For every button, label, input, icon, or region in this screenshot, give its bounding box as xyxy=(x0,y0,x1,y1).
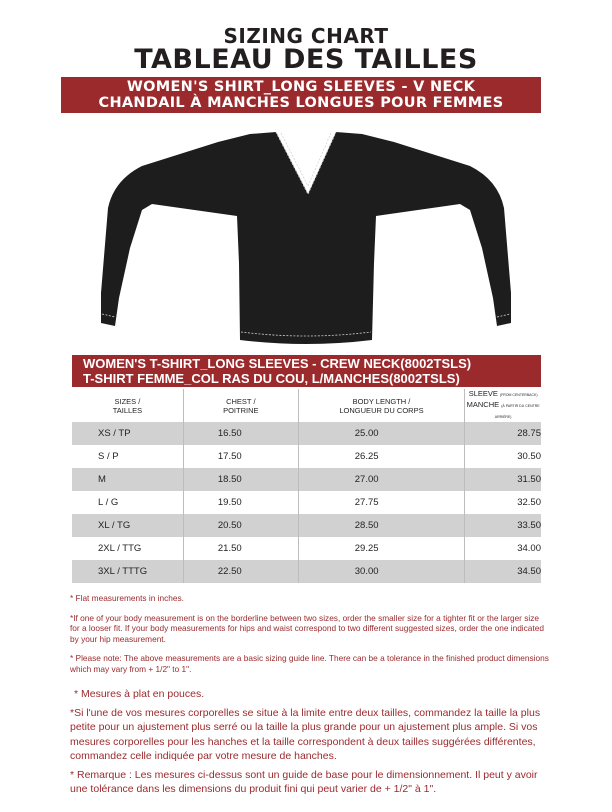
product-banner xyxy=(61,77,541,113)
product-banner-line-en: WOMEN'S SHIRT_LONG SLEEVES - V NECK xyxy=(126,79,476,95)
cell-sleeve: 32.50 xyxy=(465,491,541,514)
header-body-length: BODY LENGTH / LONGUEUR DU CORPS xyxy=(298,389,464,422)
cell-sleeve: 30.50 xyxy=(465,445,541,468)
cell-size: M xyxy=(72,468,183,491)
v-neck-long-sleeve-shirt-icon xyxy=(100,118,512,348)
table-row xyxy=(72,537,541,560)
cell-chest: 18.50 xyxy=(183,468,298,491)
table-row xyxy=(72,422,541,445)
cell-sleeve: 34.50 xyxy=(465,560,541,583)
table-row xyxy=(72,514,541,537)
cell-size: 2XL / TTG xyxy=(72,537,183,560)
cell-sleeve: 28.75 xyxy=(465,422,541,445)
cell-size: XS / TP xyxy=(72,422,183,445)
notes-french xyxy=(70,687,550,801)
product-banner-line-fr: CHANDAIL À MANCHES LONGUES POUR FEMMES xyxy=(98,95,504,111)
cell-sleeve: 33.50 xyxy=(465,514,541,537)
header-sizes: SIZES / TAILLES xyxy=(72,389,183,422)
cell-chest: 19.50 xyxy=(183,491,298,514)
notes-english xyxy=(70,593,550,683)
table-row xyxy=(72,445,541,468)
cell-size: S / P xyxy=(72,445,183,468)
chart-title-fr: TABLEAU DES TAILLES xyxy=(134,44,478,75)
size-table xyxy=(72,389,541,583)
note-borderline-sizes: *If one of your body measurement is on the borderline between two sizes, order the smaller size for a tighter fit or the larger size for a looser fit. If your body measurements for hips and waist correspond to two different suggested sizes, order the one indicated by your hip measurement. xyxy=(70,612,544,644)
cell-length: 27.00 xyxy=(298,468,464,491)
cell-length: 26.25 xyxy=(298,445,464,468)
cell-chest: 16.50 xyxy=(183,422,298,445)
cell-length: 25.00 xyxy=(298,422,464,445)
note-tolerance: * Please note: The above measurements are a basic sizing guide line. There can be a tolerance in the finished product dimensions which may vary from + 1/2" to 1". xyxy=(70,653,549,674)
cell-size: XL / TG xyxy=(72,514,183,537)
cell-sleeve: 31.50 xyxy=(465,468,541,491)
note-remarque-tolerance: * Remarque : Les mesures ci-dessus sont un guide de base pour le dimensionnement. Il peut y avoir une tolérance dans les dimensions du produit fini qui peut varier de + 1/2" à 1". xyxy=(70,768,538,795)
note-mesures-plat: * Mesures à plat en pouces. xyxy=(74,688,205,700)
cell-chest: 21.50 xyxy=(183,537,298,560)
cell-length: 28.50 xyxy=(298,514,464,537)
table-banner-line-en: WOMEN'S T-SHIRT_LONG SLEEVES - CREW NECK(8002TSLS) xyxy=(83,356,472,371)
cell-size: 3XL / TTTG xyxy=(72,560,183,583)
table-row xyxy=(72,491,541,514)
cell-length: 27.75 xyxy=(298,491,464,514)
cell-chest: 22.50 xyxy=(183,560,298,583)
cell-length: 29.25 xyxy=(298,537,464,560)
cell-sleeve: 34.00 xyxy=(465,537,541,560)
cell-length: 30.00 xyxy=(298,560,464,583)
header-sleeve: SLEEVE (FROM CENTERBACK) MANCHE (À PARTIR DU CENTRE ARRIÈRE) xyxy=(466,389,540,419)
table-row xyxy=(72,560,541,583)
table-banner xyxy=(72,355,541,387)
table-banner-line-fr: T-SHIRT FEMME_COL RAS DU COU, L/MANCHES(8002TSLS) xyxy=(83,371,460,386)
cell-chest: 17.50 xyxy=(183,445,298,468)
header-chest: CHEST / POITRINE xyxy=(183,389,298,422)
cell-chest: 20.50 xyxy=(183,514,298,537)
note-limite-tailles: *Si l'une de vos mesures corporelles se situe à la limite entre deux tailles, commandez la taille la plus petite pour un ajustement plus serré ou la taille la plus grande pour un ajustement plus ample. Si vos mesures corporelles pour les hanches et la taille correspondent à deux tailles suggérées différentes, commandez celle indiquée par votre mesure de hanches. xyxy=(70,706,541,762)
note-flat-measurements: * Flat measurements in inches. xyxy=(70,593,184,603)
table-row xyxy=(72,468,541,491)
chart-title-en: SIZING CHART xyxy=(223,24,389,48)
table-header-row xyxy=(72,389,541,422)
cell-size: L / G xyxy=(72,491,183,514)
